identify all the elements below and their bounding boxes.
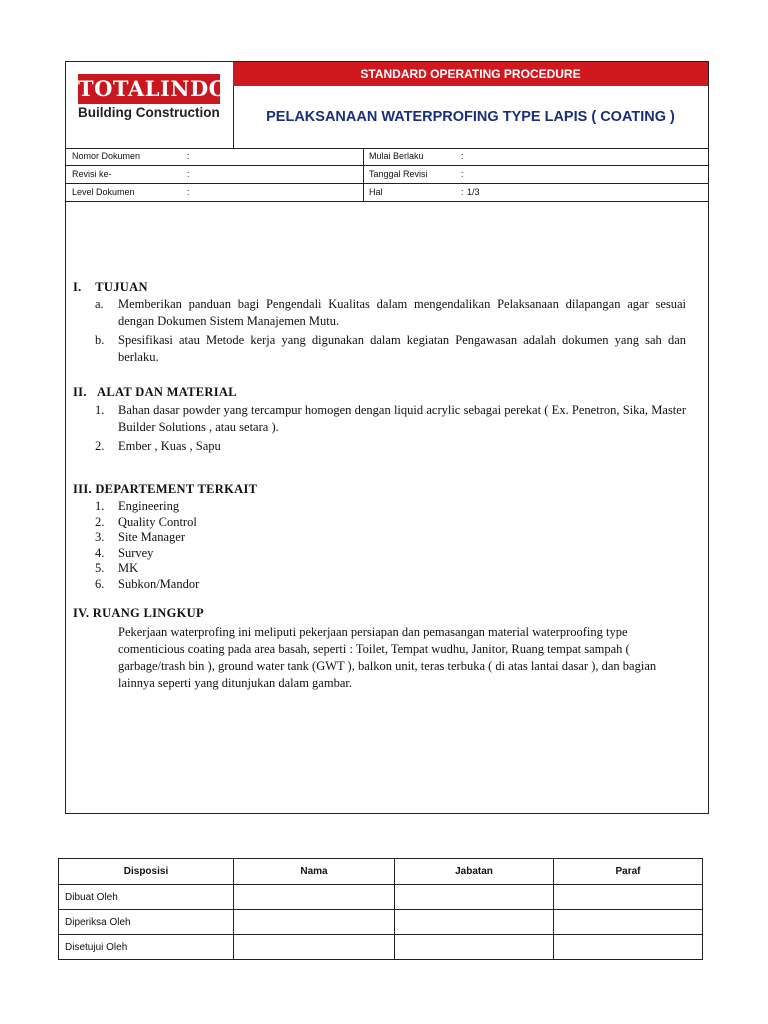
- list-item: Subkon/Mandor: [118, 577, 200, 591]
- list-item: Engineering: [118, 499, 180, 513]
- section-heading-ruang: [73, 605, 204, 622]
- table-row: [59, 885, 703, 910]
- table-cell: [395, 910, 554, 935]
- list-item-label: b.: [95, 333, 105, 347]
- table-cell: [554, 935, 703, 960]
- section-number: IV.: [73, 606, 90, 620]
- list-item: Quality Control: [118, 515, 197, 529]
- meta-colon: :: [187, 151, 190, 161]
- table-row: [59, 910, 703, 935]
- table-cell: [395, 885, 554, 910]
- list-item: Survey: [118, 546, 154, 560]
- table-cell: [554, 885, 703, 910]
- disposition-header-cell: Paraf: [554, 859, 703, 885]
- section-title: ALAT DAN MATERIAL: [97, 385, 237, 399]
- table-cell: Dibuat Oleh: [59, 885, 234, 910]
- list-item-label: 2.: [95, 515, 105, 529]
- table-row: [59, 935, 703, 960]
- meta-colon: :: [187, 187, 190, 197]
- meta-row: [66, 148, 708, 166]
- list-item: MK: [118, 561, 139, 575]
- meta-label: Hal: [369, 187, 383, 197]
- section-heading-tujuan: [73, 279, 148, 296]
- sop-document-frame: [65, 61, 709, 814]
- company-logo: TOTALINDO: [78, 74, 220, 104]
- meta-label: Mulai Berlaku: [369, 151, 424, 161]
- meta-value: 1/3: [467, 187, 480, 197]
- disposition-header-cell: Disposisi: [59, 859, 234, 885]
- disposition-header-cell: Jabatan: [395, 859, 554, 885]
- meta-row: [66, 166, 708, 184]
- section-heading-departemen: [73, 481, 257, 498]
- company-logo-subtitle: Building Construction: [78, 105, 220, 120]
- list-item-label: 1.: [95, 499, 105, 513]
- meta-colon: :: [461, 187, 464, 197]
- disposition-header-cell: Nama: [234, 859, 395, 885]
- section-title: DEPARTEMENT TERKAIT: [95, 482, 258, 496]
- list-item-label: 1.: [95, 403, 105, 417]
- sop-label-band: STANDARD OPERATING PROCEDURE: [233, 62, 708, 86]
- list-item: Spesifikasi atau Metode kerja yang digunakan dalam kegiatan Pengawasan adalah dokumen yang sah dan berlaku.: [118, 333, 686, 364]
- document-meta-table: [66, 148, 708, 202]
- meta-colon: :: [461, 169, 464, 179]
- disposition-table: [58, 858, 703, 960]
- table-cell: Diperiksa Oleh: [59, 910, 234, 935]
- list-item-label: 3.: [95, 530, 105, 544]
- section-number: II.: [73, 385, 87, 399]
- list-item-label: 5.: [95, 561, 105, 575]
- section-number: I.: [73, 280, 82, 294]
- meta-row: [66, 184, 708, 201]
- table-cell: [395, 935, 554, 960]
- list-item-label: a.: [95, 297, 104, 311]
- meta-colon: :: [461, 151, 464, 161]
- scope-paragraph: Pekerjaan waterprofing ini meliputi pekerjaan persiapan dan pemasangan material waterproofing type comenticious coating pada area basah, seperti : Toilet, Tempat wudhu, Janitor, Ruang tempat sampah ( garbage/trash bin ), ground water tank (GWT ), balkon unit, teras terbuka ( di atas lantai dasar ), dan bagian lainnya seperti yang ditunjukan dalam gambar.: [118, 625, 657, 690]
- table-cell: [234, 935, 395, 960]
- section-title: RUANG LINGKUP: [92, 606, 204, 620]
- document-title: PELAKSANAAN WATERPROFING TYPE LAPIS ( COATING ): [266, 109, 675, 125]
- table-cell: [234, 885, 395, 910]
- list-item-label: 6.: [95, 577, 105, 591]
- meta-label: Revisi ke-: [72, 169, 112, 179]
- meta-label: Level Dokumen: [72, 187, 135, 197]
- table-cell: [234, 910, 395, 935]
- list-item: Memberikan panduan bagi Pengendali Kualitas dalam mengendalikan Pelaksanaan dilapangan agar sesuai dengan Dokumen Sistem Manajemen Mutu.: [118, 297, 686, 328]
- section-title: TUJUAN: [95, 280, 148, 294]
- table-cell: [554, 910, 703, 935]
- list-item-label: 4.: [95, 546, 105, 560]
- list-item: Bahan dasar powder yang tercampur homogen dengan liquid acrylic sebagai perekat ( Ex. Penetron, Sika, Master Builder Solutions , atau setara ).: [118, 403, 686, 434]
- section-number: III.: [73, 482, 92, 496]
- document-header: [66, 62, 708, 149]
- list-item: Ember , Kuas , Sapu: [118, 439, 221, 453]
- meta-label: Tanggal Revisi: [369, 169, 428, 179]
- disposition-header-row: [59, 859, 703, 885]
- meta-label: Nomor Dokumen: [72, 151, 141, 161]
- table-cell: Disetujui Oleh: [59, 935, 234, 960]
- list-item: Site Manager: [118, 530, 185, 544]
- meta-colon: :: [187, 169, 190, 179]
- list-item-label: 2.: [95, 439, 105, 453]
- section-heading-alat: [73, 384, 237, 401]
- company-logo-cell: [66, 62, 234, 148]
